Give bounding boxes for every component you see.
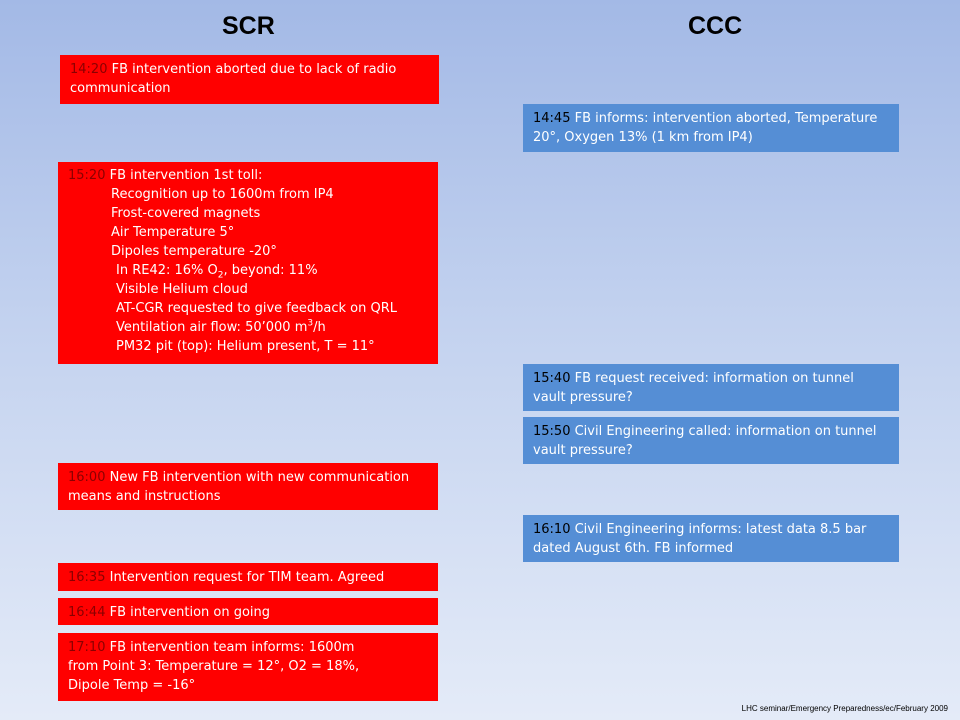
event-text: FB request received: information on tunnel vault pressure?: [533, 371, 854, 405]
footer-note: LHC seminar/Emergency Preparedness/ec/February 2009: [741, 704, 948, 713]
scr-event-1600: [58, 463, 438, 510]
event-time: 14:45: [533, 111, 571, 126]
detail-line: Visible Helium cloud: [116, 282, 248, 297]
scr-event-1520: [58, 162, 438, 364]
ccc-event-1540: [523, 364, 899, 411]
ccc-header: CCC: [688, 12, 743, 40]
ccc-event-1610: [523, 515, 899, 562]
event-time: 15:50: [533, 424, 571, 439]
ccc-event-1445: [523, 104, 899, 152]
detail-line-oxygen: In RE42: 16% $O_2$, beyond: 11%: [116, 263, 318, 281]
detail-line: PM32 pit (top): Helium present, T = 11°: [116, 339, 375, 354]
detail-line: Air Temperature 5°: [111, 225, 235, 240]
event-time: 17:10: [68, 640, 106, 655]
event-time: 14:20: [70, 62, 108, 77]
event-time: 16:44: [68, 605, 106, 620]
detail-line: Dipoles temperature -20°: [111, 244, 277, 259]
event-text: Civil Engineering informs: latest data 8.5 bar dated August 6th. FB informed: [533, 522, 867, 556]
event-text: Civil Engineering called: information on tunnel vault pressure?: [533, 424, 877, 458]
event-time: 16:00: [68, 470, 106, 485]
ccc-event-1550: [523, 417, 899, 464]
scr-event-1710: [58, 633, 438, 701]
detail-line-ventilation: Ventilation air flow: 50’000 $m^3/h$: [116, 318, 326, 335]
event-time: 16:10: [533, 522, 571, 537]
event-text: New FB intervention with new communication means and instructions: [68, 470, 410, 504]
detail-line: Recognition up to 1600m from IP4: [111, 187, 334, 202]
event-text: FB intervention team informs: 1600m from Point 3: Temperature = 12°, O2 = 18%, Dipole Temp = -16°: [68, 640, 360, 693]
scr-event-1420: [60, 55, 439, 104]
event-time: 15:40: [533, 371, 571, 386]
scr-event-1635: [58, 563, 438, 591]
event-text: FB intervention aborted due to lack of radio communication: [70, 62, 397, 96]
event-text: Intervention request for TIM team. Agreed: [109, 570, 385, 585]
event-text: FB informs: intervention aborted, Temperature 20°, Oxygen 13% (1 km from IP4): [533, 111, 878, 145]
scr-event-1644: [58, 598, 438, 625]
event-time: 15:20: [68, 168, 106, 183]
event-time: 16:35: [68, 570, 106, 585]
event-text: FB intervention on going: [109, 605, 271, 620]
event-text: FB intervention 1st toll:: [109, 168, 263, 183]
detail-line: AT-CGR requested to give feedback on QRL: [116, 301, 397, 316]
scr-header: SCR: [222, 12, 275, 40]
detail-line: Frost-covered magnets: [111, 206, 261, 221]
